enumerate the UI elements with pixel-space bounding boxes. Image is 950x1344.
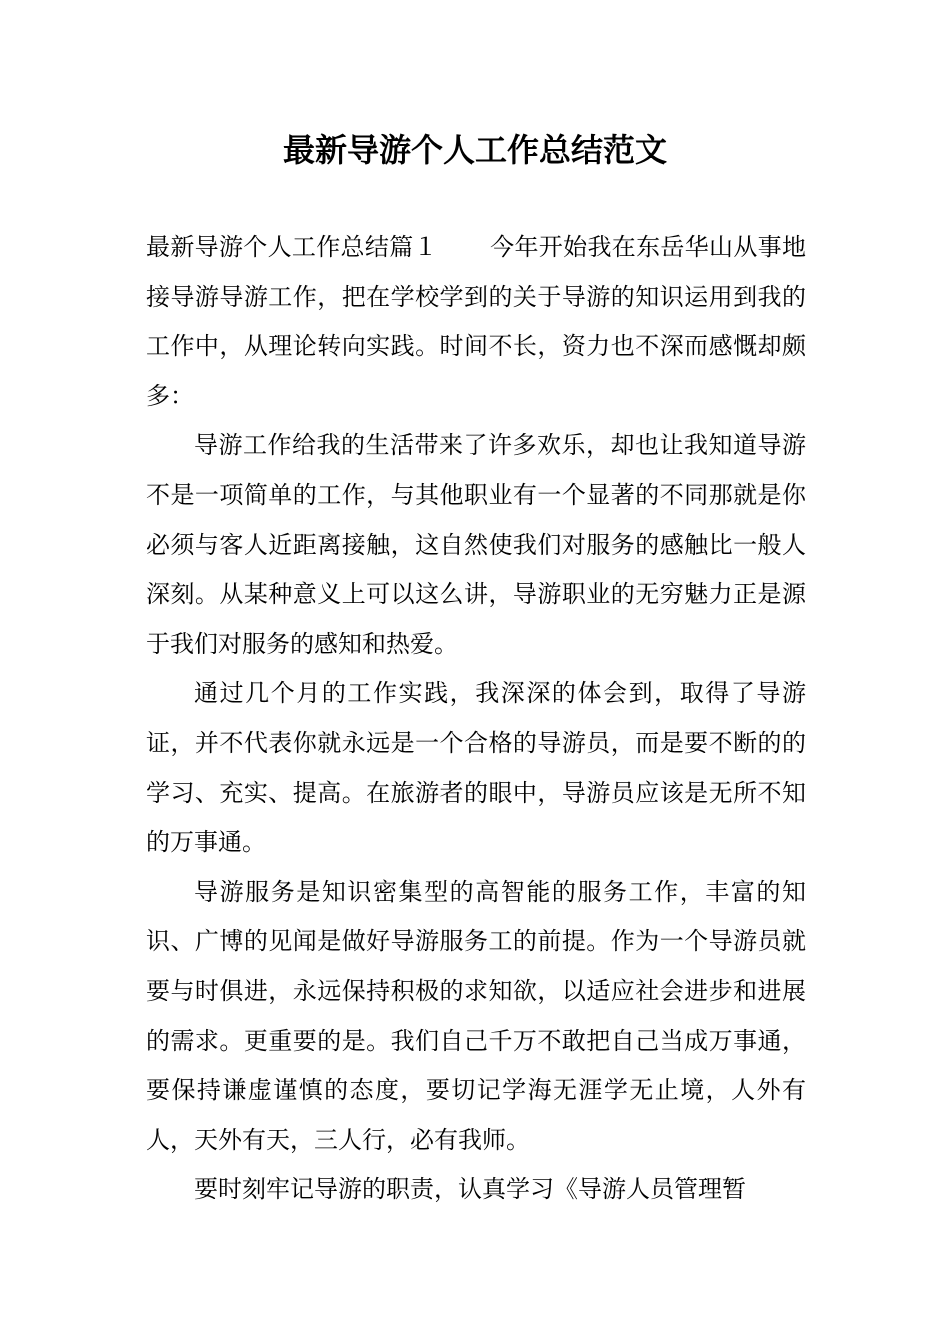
- section-heading: 最新导游个人工作总结篇１: [146, 233, 438, 261]
- paragraph-1: [146, 223, 806, 421]
- paragraph-3: 通过几个月的工作实践，我深深的体会到，取得了导游证，并不代表你就永远是一个合格的导游员，而是要不断的的学习、充实、提高。在旅游者的眼中，导游员应该是无所不知的万事通。: [146, 679, 806, 857]
- document-title: 最新导游个人工作总结范文: [282, 131, 667, 169]
- document-body: [146, 223, 806, 1215]
- paragraph-2: 导游工作给我的生活带来了许多欢乐，却也让我知道导游不是一项简单的工作，与其他职业有一个显著的不同那就是你必须与客人近距离接触，这自然使我们对服务的感触比一般人深刻。从某种意义上可以这么讲，导游职业的无穷魅力正是源于我们对服务的感知和热爱。: [146, 431, 806, 658]
- paragraph-5: 要时刻牢记导游的职责，认真学习《导游人员管理暂: [194, 1175, 746, 1204]
- paragraph-1-text: 今年开始我在东岳华山从事地接导游导游工作，把在学校学到的关于导游的知识运用到我的工作中，从理论转向实践。时间不长，资力也不深而感慨却颇多：: [146, 233, 807, 410]
- paragraph-4: 导游服务是知识密集型的高智能的服务工作，丰富的知识、广博的见闻是做好导游服务工的前提。作为一个导游员就要与时俱进，永远保持积极的求知欲，以适应社会进步和进展的需求。更重要的是。我们自己千万不敢把自己当成万事通，要保持谦虚谨慎的态度，要切记学海无涯学无止境，人外有人，天外有天，三人行，必有我师。: [146, 877, 806, 1154]
